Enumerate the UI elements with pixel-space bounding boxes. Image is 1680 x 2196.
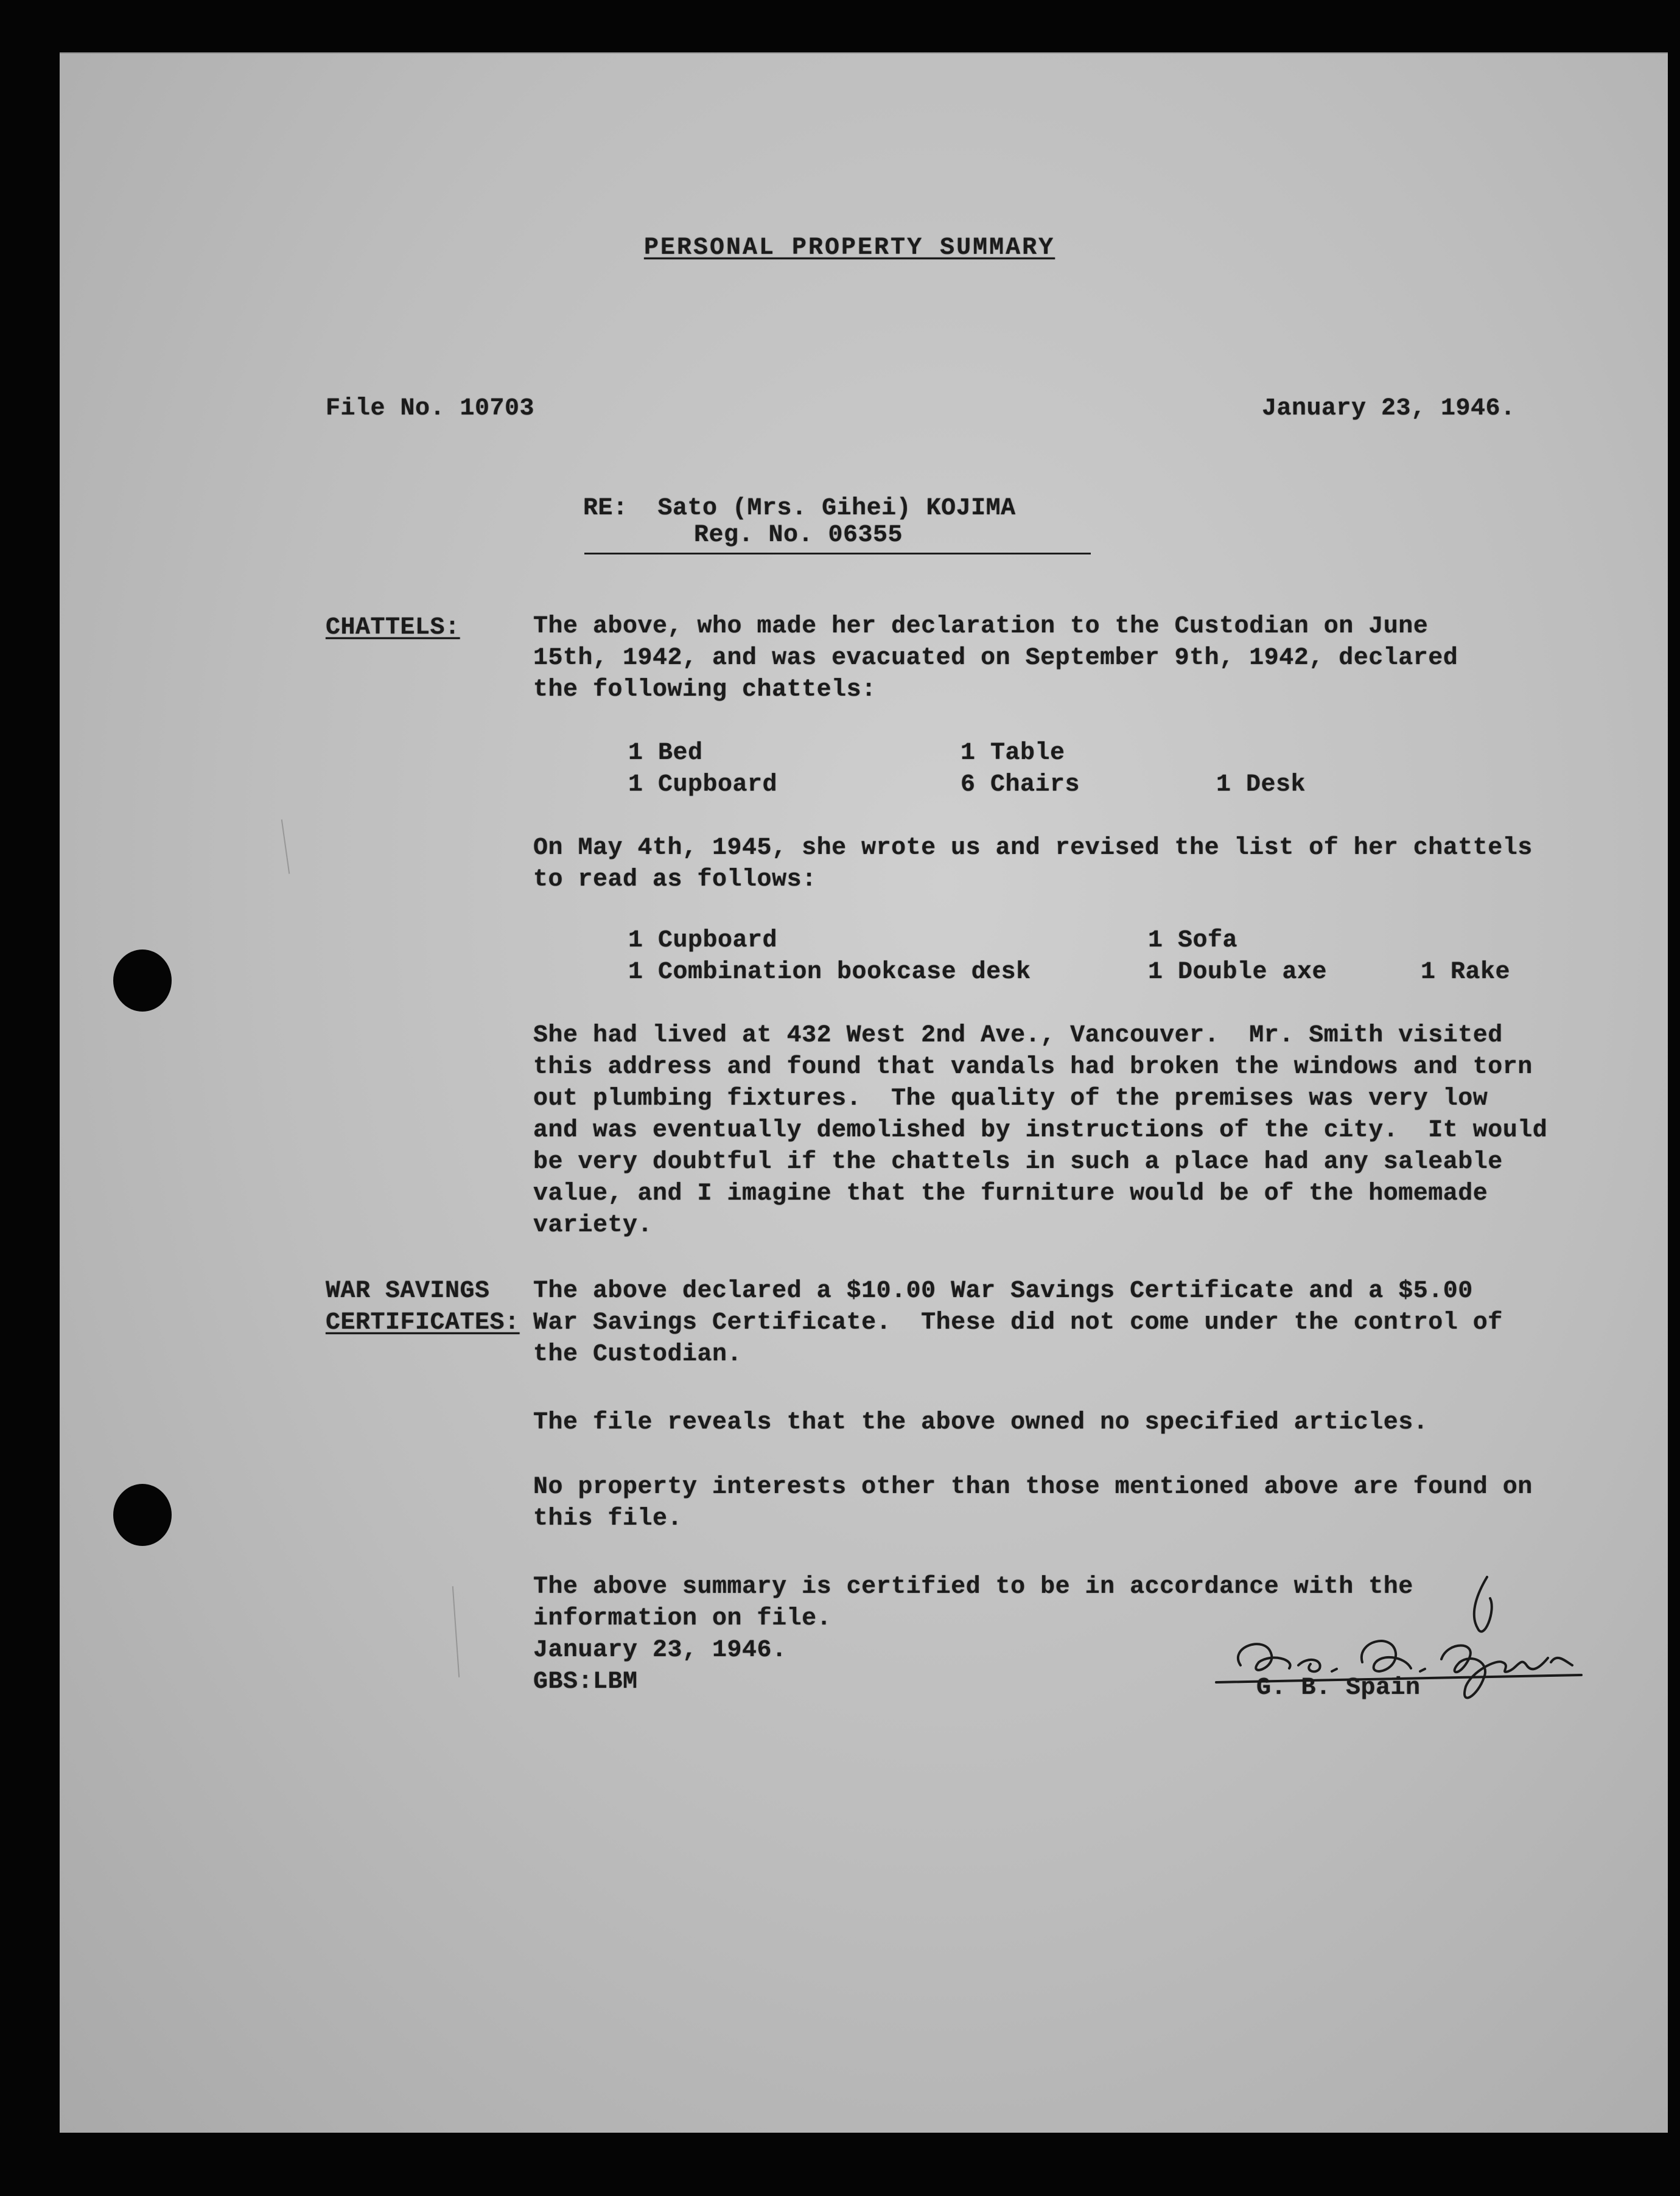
signatory-name: G. B. Spain (1256, 1674, 1421, 1702)
war-savings-line-3: the Custodian. (533, 1341, 743, 1368)
re-line: RE: Sato (Mrs. Gihei) KOJIMA (583, 495, 1016, 522)
paper-crease (452, 1586, 460, 1677)
chattels-intro-line-2: 15th, 1942, and was evacuated on September 9th, 1942, declared (533, 645, 1458, 672)
chattels-intro-line-3: the following chattels: (533, 676, 877, 704)
chattels-label: CHATTELS: (326, 614, 460, 642)
property-line-2: this file. (533, 1505, 683, 1533)
declared-item: 6 Chairs (961, 771, 1080, 799)
revision-line-2: to read as follows: (533, 866, 817, 893)
document-page (60, 52, 1668, 2133)
property-line-1: No property interests other than those mentioned above are found on (533, 1474, 1533, 1501)
articles-line: The file reveals that the above owned no specified articles. (533, 1409, 1429, 1436)
paper-edge (60, 52, 1668, 54)
certification-line-1: The above summary is certified to be in accordance with the (533, 1573, 1413, 1601)
revised-item: 1 Combination bookcase desk (628, 959, 1031, 986)
note-line-6: value, and I imagine that the furniture would be of the homemade (533, 1180, 1488, 1208)
note-line-5: be very doubtful if the chattels in such a place had any saleable (533, 1149, 1503, 1176)
chattels-intro-line-1: The above, who made her declaration to the Custodian on June (533, 613, 1429, 640)
header-date: January 23, 1946. (1262, 395, 1516, 422)
declared-item: 1 Bed (628, 740, 703, 767)
revised-item: 1 Cupboard (628, 927, 778, 954)
note-line-2: this address and found that vandals had broken the windows and torn (533, 1054, 1533, 1081)
war-savings-line-1: The above declared a $10.00 War Savings Certificate and a $5.00 (533, 1278, 1473, 1305)
signature (1192, 1556, 1642, 1738)
certification-line-2: information on file. (533, 1605, 832, 1632)
document-title: PERSONAL PROPERTY SUMMARY (644, 234, 1055, 262)
note-line-7: variety. (533, 1212, 653, 1239)
certification-date: January 23, 1946. (533, 1637, 787, 1664)
revised-item: 1 Double axe (1148, 959, 1328, 986)
declared-item: 1 Cupboard (628, 771, 778, 799)
war-savings-line-2: War Savings Certificate. These did not come under the control of (533, 1309, 1503, 1337)
revised-item: 1 Sofa (1148, 927, 1238, 954)
re-underline (584, 553, 1091, 554)
revision-line-1: On May 4th, 1945, she wrote us and revised the list of her chattels (533, 834, 1533, 862)
punch-hole-top (113, 949, 172, 1012)
paper-crease (281, 819, 290, 873)
registration-number: Reg. No. 06355 (694, 522, 903, 549)
revised-item: 1 Rake (1421, 959, 1511, 986)
declared-item: 1 Table (961, 740, 1065, 767)
note-line-1: She had lived at 432 West 2nd Ave., Vancouver. Mr. Smith visited (533, 1022, 1503, 1049)
punch-hole-bottom (113, 1484, 172, 1546)
note-line-3: out plumbing fixtures. The quality of the premises was very low (533, 1085, 1488, 1113)
typist-initials: GBS:LBM (533, 1668, 638, 1696)
file-number: File No. 10703 (326, 395, 535, 422)
war-savings-label: WAR SAVINGS (326, 1278, 490, 1305)
declared-item: 1 Desk (1216, 771, 1306, 799)
note-line-4: and was eventually demolished by instructions of the city. It would (533, 1117, 1548, 1144)
certificates-label: CERTIFICATES: (326, 1309, 520, 1337)
